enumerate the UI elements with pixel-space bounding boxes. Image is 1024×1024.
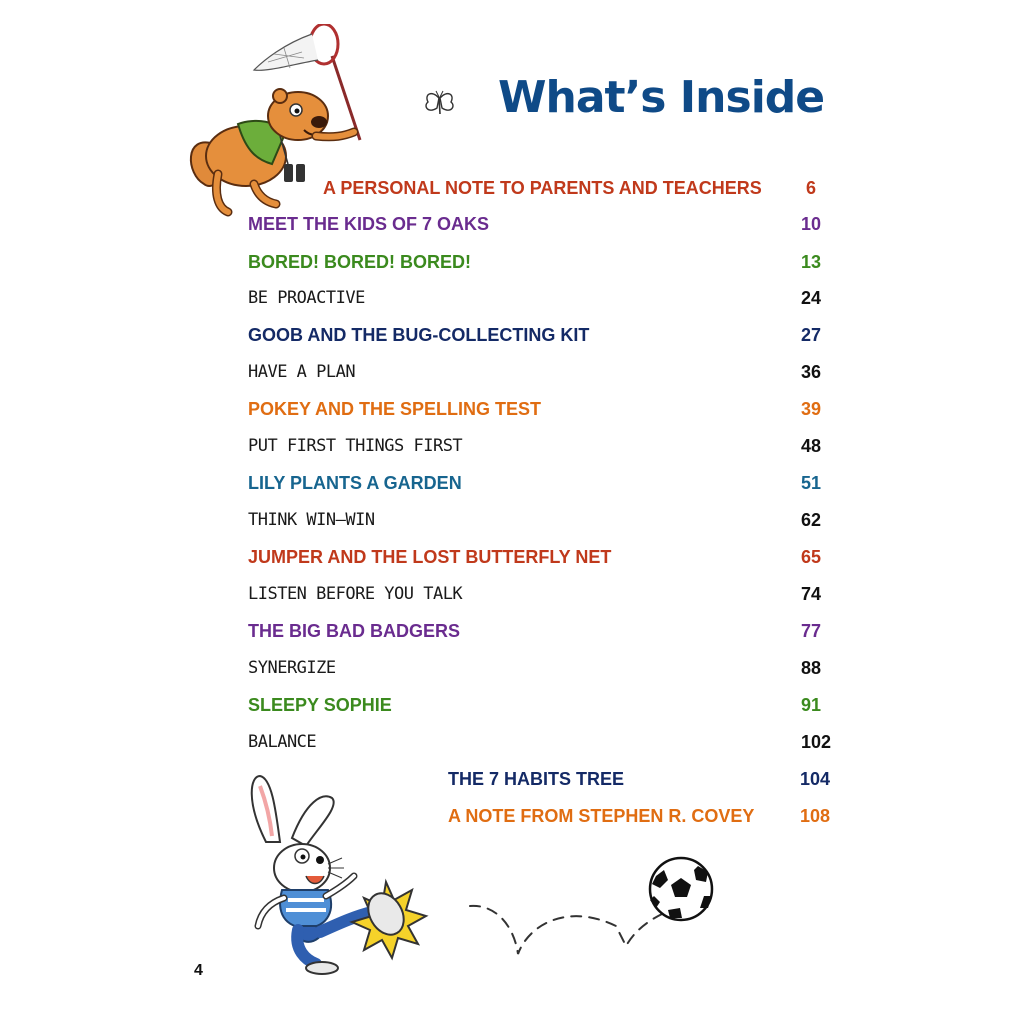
toc-entry-title: PUT FIRST THINGS FIRST — [248, 436, 463, 456]
toc-entry — [248, 730, 841, 754]
toc-entry — [248, 693, 841, 717]
toc-entry-page-number: 51 — [801, 473, 822, 493]
toc-entry-page-number: 27 — [801, 325, 822, 345]
toc-entry-title: THE BIG BAD BADGERS — [248, 621, 461, 641]
toc-entry-title: BE PROACTIVE — [248, 288, 365, 308]
toc-entry-title: MEET THE KIDS OF 7 OAKS — [248, 214, 490, 234]
toc-entry-page-number: 102 — [801, 732, 832, 752]
toc-entry — [248, 471, 841, 495]
page-number: 4 — [194, 962, 203, 979]
toc-entry-page-number: 24 — [801, 288, 822, 308]
toc-entry-page-number: 65 — [801, 547, 822, 567]
toc-entry-title: THE 7 HABITS TREE — [448, 769, 625, 789]
toc-entry-page-number: 88 — [801, 658, 822, 678]
toc-entry-page-number: 62 — [801, 510, 822, 530]
toc-entry-title: POKEY AND THE SPELLING TEST — [248, 399, 542, 419]
toc-entry — [248, 360, 841, 384]
toc-entry-page-number: 74 — [801, 584, 822, 604]
page-title: What’s Inside — [498, 72, 825, 123]
toc-entry-page-number: 39 — [801, 399, 822, 419]
toc-entry — [248, 397, 841, 421]
toc-entry-title: A NOTE FROM STEPHEN R. COVEY — [448, 806, 755, 826]
toc-entry — [448, 767, 840, 791]
toc-entry — [248, 582, 841, 606]
toc-entry-title: LISTEN BEFORE YOU TALK — [248, 584, 463, 604]
toc-entry — [248, 545, 841, 569]
toc-entry — [248, 250, 841, 274]
toc-entry-title: A PERSONAL NOTE TO PARENTS AND TEACHERS — [323, 178, 762, 198]
toc-entry-title: LILY PLANTS A GARDEN — [248, 473, 462, 493]
toc-entry — [248, 212, 841, 236]
toc-entry-page-number: 91 — [801, 695, 822, 715]
soccer-ball-icon — [646, 856, 716, 922]
toc-entry-page-number: 10 — [801, 214, 822, 234]
toc-entry-title: BALANCE — [248, 732, 317, 752]
toc-entry — [248, 323, 841, 347]
toc-entry — [323, 176, 846, 200]
toc-entry-title: GOOB AND THE BUG-COLLECTING KIT — [248, 325, 590, 345]
toc-entry — [248, 619, 841, 643]
toc-entry — [248, 286, 841, 310]
ball-bounce-trail — [466, 896, 666, 960]
toc-entry-page-number: 77 — [801, 621, 822, 641]
toc-entry-page-number: 48 — [801, 436, 822, 456]
toc-entry-page-number: 108 — [800, 806, 831, 826]
toc-entry-title: HAVE A PLAN — [248, 362, 356, 382]
toc-entry-page-number: 13 — [801, 252, 822, 272]
toc-entry — [248, 508, 841, 532]
toc-entry — [248, 434, 841, 458]
toc-entry-page-number: 104 — [800, 769, 831, 789]
toc-entry-title: JUMPER AND THE LOST BUTTERFLY NET — [248, 547, 612, 567]
butterfly-icon — [420, 88, 458, 126]
toc-entry-title: SYNERGIZE — [248, 658, 336, 678]
toc-entry-title: BORED! BORED! BORED! — [248, 252, 471, 272]
toc-entry-page-number: 6 — [806, 178, 817, 198]
toc-entry — [448, 804, 840, 828]
toc-entry-page-number: 36 — [801, 362, 822, 382]
toc-entry-title: SLEEPY SOPHIE — [248, 695, 392, 715]
toc-entry — [248, 656, 841, 680]
toc-entry-title: THINK WIN—WIN — [248, 510, 375, 530]
rabbit-kicking-ball-icon — [236, 772, 442, 976]
